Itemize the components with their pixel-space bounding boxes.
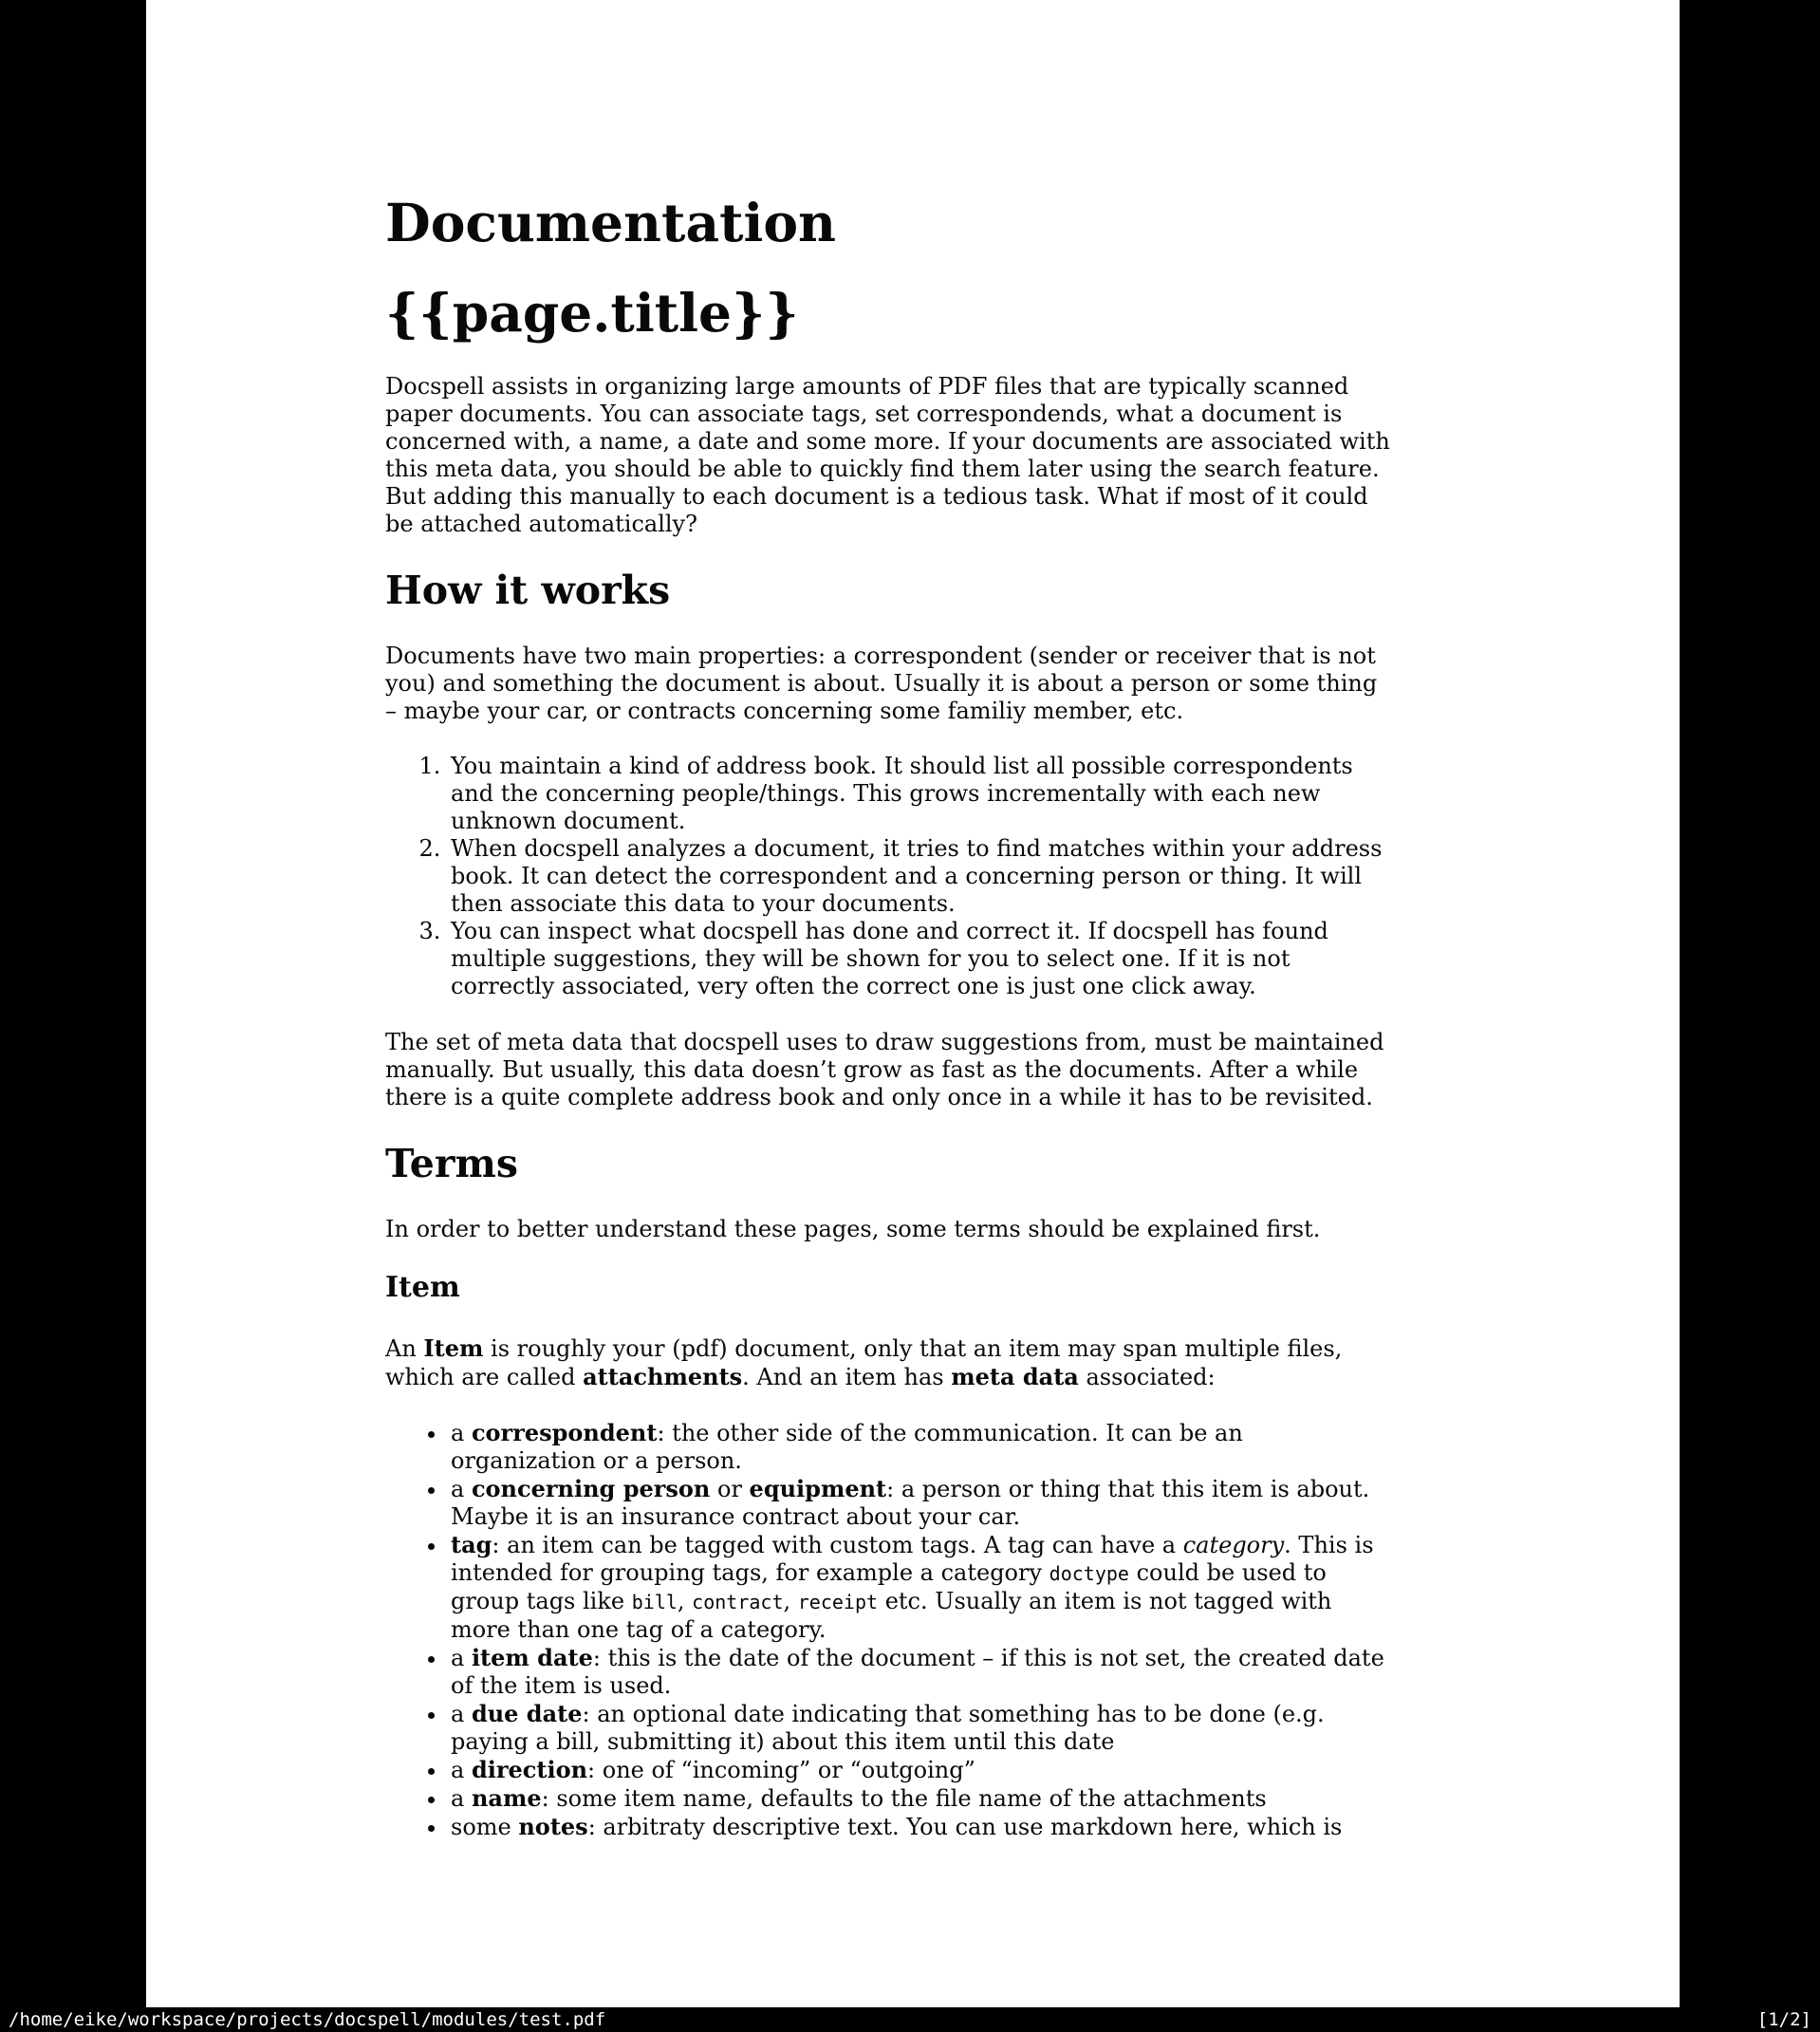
statusbar-page-indicator: [1/2] — [1756, 2009, 1811, 2030]
statusbar-file-path: /home/eike/workspace/projects/docspell/modules/test.pdf — [9, 2009, 606, 2030]
statusbar — [0, 2007, 1820, 2032]
list-item: • a due date: an optional date indicating that something has to be done (e.g. paying a bill, submitting it) about this item until this date — [448, 1700, 1395, 1756]
meta-data-paragraph: The set of meta data that docspell uses to draw suggestions from, must be maintained manually. But usually, this data doesn’t grow as fast as the documents. After a while there is a quite complete address book and only once in a while it has to be revisited. — [385, 1029, 1384, 1110]
list-item: 2. When docspell analyzes a document, it tries to find matches within your address book. It can detect the correspondent and a concerning person or thing. It will then associate this data to your documents. — [448, 835, 1395, 918]
list-item: • a name: some item name, defaults to the file name of the attachments — [448, 1784, 1395, 1813]
doc-title-documentation: Documentation — [385, 192, 837, 253]
list-item: • tag: an item can be tagged with custom tags. A tag can have a category. This is intended for grouping tags, for example a category doctype could be used to group tags like bill, contract, receipt etc. Usually an item is not tagged with more than one tag of a category. — [448, 1531, 1395, 1644]
doc-title-page-title-var: {{page.title}} — [385, 282, 799, 344]
list-item: • some notes: arbitraty descriptive text. You can use markdown here, which is — [448, 1813, 1395, 1841]
terms-intro-paragraph: In order to better understand these pages, some terms should be explained first. — [385, 1216, 1321, 1242]
heading-terms: Terms — [385, 1141, 518, 1186]
list-item: 1. You maintain a kind of address book. It should list all possible correspondents and the concerning people/things. This grows incrementally with each new unknown document. — [448, 753, 1395, 835]
how-it-works-paragraph: Documents have two main properties: a correspondent (sender or receiver that is not you) and something the document is about. Usually it is about a person or some thing – maybe your car, or contracts concerning some familiy member, etc. — [385, 643, 1378, 724]
list-item: 3. You can inspect what docspell has done and correct it. If docspell has found multiple suggestions, they will be shown for you to select one. If it is not correctly associated, very often the correct one is just one click away. — [448, 918, 1395, 1000]
intro-paragraph: Docspell assists in organizing large amounts of PDF files that are typically scanned paper documents. You can associate tags, set correspondends, what a document is concerned with, a name, a date and some more. If your documents are associated with this meta data, you should be able to quickly find them later using the search feature. But adding this manually to each document is a tedious task. What if most of it could be attached automatically? — [385, 373, 1390, 537]
pdf-page — [146, 0, 1680, 2007]
list-item: • a correspondent: the other side of the communication. It can be an organization or a person. — [448, 1419, 1395, 1475]
heading-item: Item — [385, 1271, 460, 1304]
list-item: • a concerning person or equipment: a person or thing that this item is about. Maybe it is an insurance contract about your car. — [448, 1475, 1395, 1531]
how-it-works-steps — [385, 753, 1395, 1000]
list-item: • a direction: one of “incoming” or “outgoing” — [448, 1756, 1395, 1784]
item-intro-paragraph: An Item is roughly your (pdf) document, only that an item may span multiple files, which are called attachments. And an item has meta data associated: — [385, 1334, 1343, 1390]
list-item: • a item date: this is the date of the document – if this is not set, the created date of the item is used. — [448, 1644, 1395, 1700]
item-meta-list — [385, 1419, 1395, 1841]
heading-how-it-works: How it works — [385, 568, 671, 613]
